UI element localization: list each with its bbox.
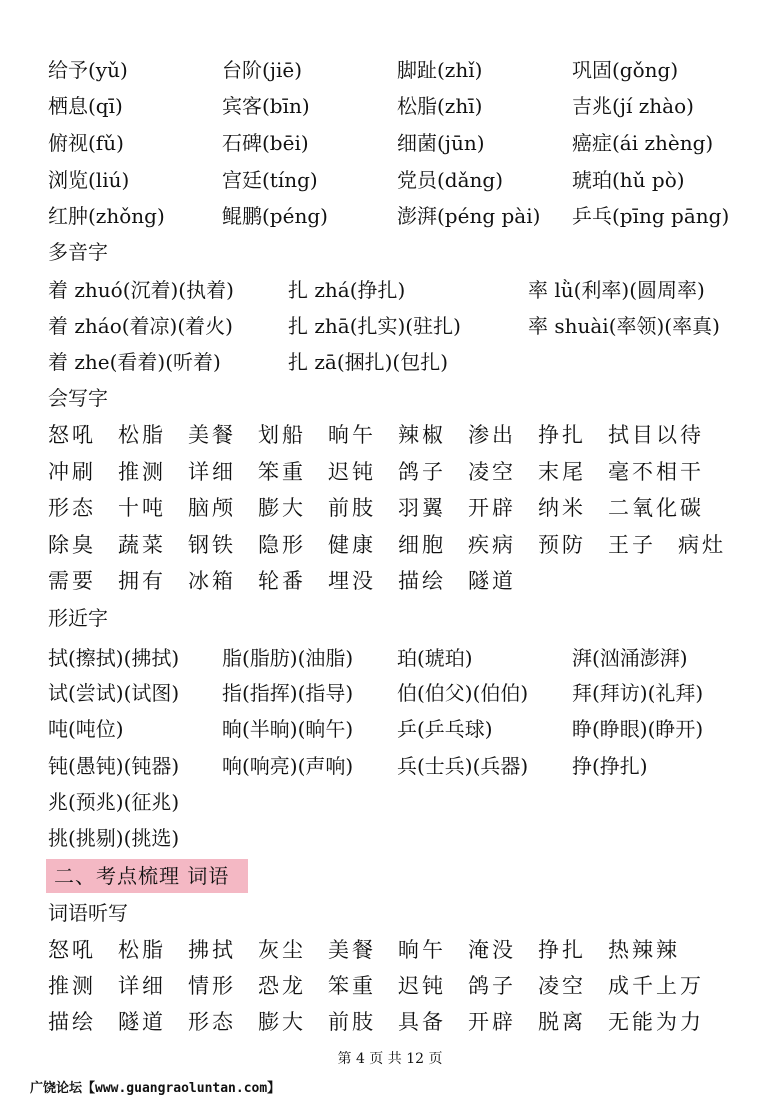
dictation-word: 鸽子	[468, 974, 516, 998]
writing-word: 除臭	[48, 533, 96, 557]
pinyin-entry: 吉兆(jí zhào)	[572, 94, 694, 118]
dictation-word: 怒吼	[48, 938, 96, 962]
pinyin-entry: 宾客(bīn)	[222, 94, 310, 118]
similar-entry: 伯(伯父)(伯伯)	[397, 681, 529, 705]
writing-word: 笨重	[258, 460, 306, 484]
similar-entry: 试(尝试)(试图)	[48, 681, 180, 705]
writing-word: 拥有	[118, 569, 166, 593]
dictation-word: 挣扎	[538, 938, 586, 962]
writing-word: 王子	[608, 533, 656, 557]
writing-word: 前肢	[328, 496, 376, 520]
pinyin-entry: 石碑(bēi)	[222, 131, 309, 155]
polyphone-row	[0, 272, 780, 308]
writing-word: 详细	[188, 460, 236, 484]
similar-entry: 拭(擦拭)(拂拭)	[48, 646, 180, 670]
site-watermark: 广饶论坛【www.guangraoluntan.com】	[30, 1081, 281, 1096]
dictation-word: 膨大	[258, 1010, 306, 1034]
writing-word: 挣扎	[538, 423, 586, 447]
writing-word: 细胞	[398, 533, 446, 557]
writing-word: 渗出	[468, 423, 516, 447]
dictation-word: 开辟	[468, 1010, 516, 1034]
section-title-banner: 二、考点梳理 词语	[46, 859, 248, 893]
similar-row	[0, 784, 780, 820]
dictation-word: 恐龙	[258, 974, 306, 998]
pinyin-entry: 癌症(ái zhèng)	[572, 131, 714, 155]
page-number: 第 4 页 共 12 页	[337, 1051, 443, 1067]
similar-entry: 钝(愚钝)(钝器)	[48, 754, 180, 778]
similar-entry: 兆(预兆)(征兆)	[48, 790, 180, 814]
pinyin-entry: 鲲鹏(péng)	[222, 204, 328, 228]
polyphone-entry: 着 zhuó(沉着)(执着)	[48, 278, 234, 302]
dictation-word: 成千上万	[608, 974, 704, 998]
polyphone-entry: 扎 zhá(挣扎)	[288, 278, 406, 302]
similar-entry: 挑(挑剔)(挑选)	[48, 826, 180, 850]
writing-word: 冰箱	[188, 569, 236, 593]
dictation-word: 拂拭	[188, 938, 236, 962]
pinyin-row	[0, 52, 780, 88]
writing-word: 病灶	[678, 533, 726, 557]
similar-entry: 响(响亮)(声响)	[222, 754, 354, 778]
dictation-word: 美餐	[328, 938, 376, 962]
pinyin-entry: 红肿(zhǒng)	[48, 204, 165, 228]
writing-word: 美餐	[188, 423, 236, 447]
dictation-word: 情形	[188, 974, 236, 998]
polyphone-row	[0, 308, 780, 344]
dictation-word: 迟钝	[398, 974, 446, 998]
writing-word: 预防	[538, 533, 586, 557]
writing-word: 羽翼	[398, 496, 446, 520]
writing-word: 蔬菜	[118, 533, 166, 557]
pinyin-entry: 俯视(fǔ)	[48, 131, 124, 155]
writing-word: 拭目以待	[608, 423, 704, 447]
dictation-heading: 词语听写	[48, 901, 128, 925]
writing-word: 松脂	[118, 423, 166, 447]
similar-entry: 指(指挥)(指导)	[222, 681, 354, 705]
similar-entry: 兵(士兵)(兵器)	[397, 754, 529, 778]
writing-word: 辣椒	[398, 423, 446, 447]
dictation-word: 热辣辣	[608, 938, 680, 962]
writing-word: 需要	[48, 569, 96, 593]
pinyin-entry: 台阶(jiē)	[222, 58, 303, 82]
dictation-word: 推测	[48, 974, 96, 998]
similar-entry: 拜(拜访)(礼拜)	[572, 681, 704, 705]
writing-heading: 会写字	[48, 386, 108, 410]
writing-word: 十吨	[118, 496, 166, 520]
dictation-word: 淹没	[468, 938, 516, 962]
writing-word: 埋没	[328, 569, 376, 593]
similar-heading: 形近字	[48, 606, 108, 630]
pinyin-entry: 琥珀(hǔ pò)	[572, 168, 685, 192]
similar-entry: 乒(乒乓球)	[397, 717, 493, 741]
writing-word: 晌午	[328, 423, 376, 447]
similar-entry: 湃(汹涌澎湃)	[572, 646, 688, 670]
writing-word: 开辟	[468, 496, 516, 520]
pinyin-entry: 给予(yǔ)	[48, 58, 128, 82]
pinyin-entry: 栖息(qī)	[48, 94, 123, 118]
pinyin-entry: 脚趾(zhǐ)	[397, 58, 483, 82]
writing-word: 二氧化碳	[608, 496, 704, 520]
writing-word: 末尾	[538, 460, 586, 484]
similar-entry: 睁(睁眼)(睁开)	[572, 717, 704, 741]
polyphone-entry: 着 zháo(着凉)(着火)	[48, 314, 233, 338]
pinyin-entry: 澎湃(péng pài)	[397, 204, 541, 228]
writing-word: 描绘	[398, 569, 446, 593]
dictation-word: 形态	[188, 1010, 236, 1034]
dictation-word: 笨重	[328, 974, 376, 998]
writing-word: 凌空	[468, 460, 516, 484]
dictation-word: 隧道	[118, 1010, 166, 1034]
writing-word: 划船	[258, 423, 306, 447]
polyphone-entry: 率 shuài(率领)(率真)	[528, 314, 720, 338]
similar-entry: 晌(半晌)(晌午)	[222, 717, 354, 741]
dictation-word: 松脂	[118, 938, 166, 962]
writing-word: 怒吼	[48, 423, 96, 447]
similar-row	[0, 748, 780, 784]
writing-word: 轮番	[258, 569, 306, 593]
similar-row	[0, 675, 780, 711]
pinyin-entry: 松脂(zhī)	[397, 94, 483, 118]
dictation-word: 前肢	[328, 1010, 376, 1034]
polyphone-entry: 扎 zā(捆扎)(包扎)	[288, 350, 449, 374]
pinyin-row	[0, 162, 780, 198]
polyphone-entry: 扎 zhā(扎实)(驻扎)	[288, 314, 461, 338]
dictation-word: 脱离	[538, 1010, 586, 1034]
writing-word: 脑颅	[188, 496, 236, 520]
polyphone-heading: 多音字	[48, 240, 108, 264]
similar-entry: 挣(挣扎)	[572, 754, 648, 778]
dictation-word: 无能为力	[608, 1010, 704, 1034]
pinyin-entry: 党员(dǎng)	[397, 168, 504, 192]
writing-word: 形态	[48, 496, 96, 520]
dictation-word: 详细	[118, 974, 166, 998]
similar-entry: 珀(琥珀)	[397, 646, 473, 670]
similar-entry: 吨(吨位)	[48, 717, 124, 741]
polyphone-entry: 率 lǜ(利率)(圆周率)	[528, 278, 705, 302]
similar-row	[0, 820, 780, 856]
writing-word: 健康	[328, 533, 376, 557]
dictation-word: 晌午	[398, 938, 446, 962]
pinyin-entry: 乒乓(pīng pāng)	[572, 204, 730, 228]
writing-word: 钢铁	[188, 533, 236, 557]
pinyin-row	[0, 88, 780, 124]
pinyin-entry: 细菌(jūn)	[397, 131, 485, 155]
pinyin-entry: 宫廷(tíng)	[222, 168, 318, 192]
dictation-word: 具备	[398, 1010, 446, 1034]
writing-word: 隐形	[258, 533, 306, 557]
polyphone-entry: 着 zhe(看着)(听着)	[48, 350, 221, 374]
pinyin-row	[0, 125, 780, 161]
pinyin-entry: 浏览(liú)	[48, 168, 130, 192]
writing-word: 毫不相干	[608, 460, 704, 484]
dictation-word: 描绘	[48, 1010, 96, 1034]
writing-word: 推测	[118, 460, 166, 484]
writing-word: 膨大	[258, 496, 306, 520]
writing-word: 冲刷	[48, 460, 96, 484]
pinyin-row	[0, 198, 780, 234]
writing-word: 鸽子	[398, 460, 446, 484]
pinyin-entry: 巩固(gǒng)	[572, 58, 679, 82]
writing-word: 隧道	[468, 569, 516, 593]
writing-word: 迟钝	[328, 460, 376, 484]
similar-entry: 脂(脂肪)(油脂)	[222, 646, 354, 670]
dictation-word: 灰尘	[258, 938, 306, 962]
writing-word: 疾病	[468, 533, 516, 557]
similar-row	[0, 711, 780, 747]
polyphone-row	[0, 344, 780, 380]
writing-word: 纳米	[538, 496, 586, 520]
dictation-word: 凌空	[538, 974, 586, 998]
similar-row	[0, 640, 780, 676]
